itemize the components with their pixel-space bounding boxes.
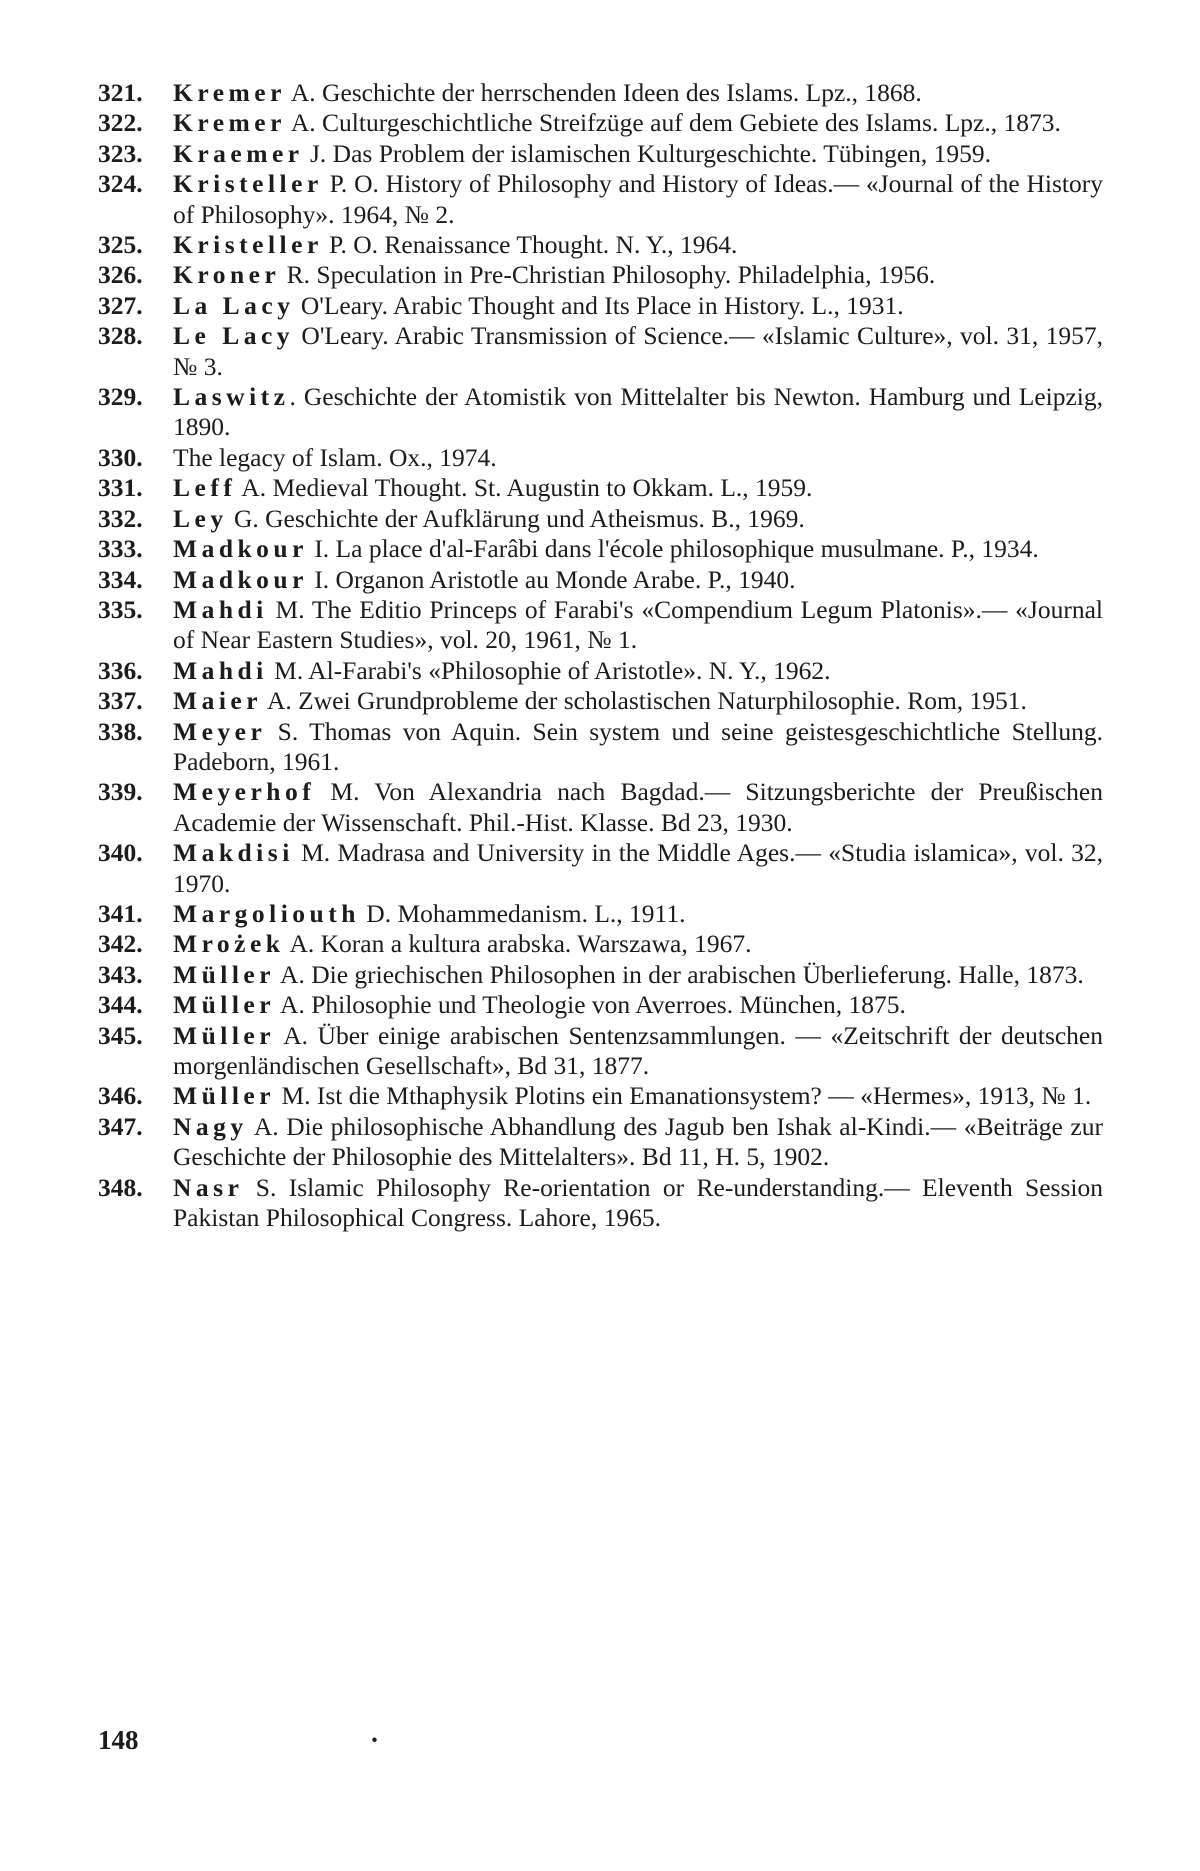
entry-number: 333. — [98, 534, 143, 564]
entry-text — [173, 504, 1103, 534]
entry-citation: S. Thomas von Aquin. Sein system und seine geistesgeschichtliche Stellung. Padeborn, 1961. — [173, 716, 1103, 776]
entry-author: Müller — [173, 959, 276, 989]
entry-text — [173, 473, 1103, 503]
entry-citation: A. Medieval Thought. St. Augustin to Okkam. L., 1959. — [236, 473, 813, 503]
entry-citation: P. O. History of Philosophy and History of Ideas.— «Journal of the History of Philosophy». 1964, № 2. — [173, 169, 1103, 229]
entry-citation: A. Die griechischen Philosophen in der arabischen Überlieferung. Halle, 1873. — [275, 959, 1084, 989]
bibliography-entry — [98, 990, 1103, 1020]
entry-number: 340. — [98, 838, 143, 868]
entry-text — [173, 1081, 1103, 1111]
entry-text — [173, 230, 1103, 260]
entry-number: 331. — [98, 473, 143, 503]
entry-author: Meyerhof — [173, 777, 316, 807]
entry-number: 334. — [98, 564, 143, 594]
entry-citation: P. O. Renaissance Thought. N. Y., 1964. — [322, 230, 738, 260]
entry-author: Meyer — [173, 716, 267, 746]
entry-author: Müller — [173, 1081, 276, 1111]
entry-text — [173, 777, 1103, 838]
entry-citation: O'Leary. Arabic Transmission of Science.— «Islamic Culture», vol. 31, 1957, № 3. — [173, 321, 1103, 381]
entry-author: Kroner — [173, 260, 281, 290]
entry-number: 330. — [98, 442, 143, 472]
entry-author: Le Lacy — [173, 321, 295, 351]
entry-citation: A. Zwei Grundprobleme der scholastischen Naturphilosophie. Rom, 1951. — [262, 686, 1027, 716]
entry-author: Nagy — [173, 1111, 248, 1141]
entry-number: 346. — [98, 1081, 143, 1111]
bibliography-entry — [98, 169, 1103, 230]
entry-number: 326. — [98, 260, 143, 290]
entry-number: 345. — [98, 1020, 143, 1050]
entry-author: Kristeller — [173, 230, 323, 260]
entry-text — [173, 78, 1103, 108]
entry-text — [173, 260, 1103, 290]
entry-number: 321. — [98, 78, 143, 107]
entry-text — [173, 656, 1103, 686]
entry-text — [173, 321, 1103, 382]
bibliography-entry — [98, 473, 1103, 503]
entry-number: 337. — [98, 686, 143, 716]
entry-text — [173, 717, 1103, 778]
entry-citation: . Geschichte der Atomistik von Mittelalter bis Newton. Hamburg und Leipzig, 1890. — [173, 382, 1103, 442]
bibliography-entry — [98, 656, 1103, 686]
entry-author: Kristeller — [173, 169, 323, 199]
entry-number: 347. — [98, 1111, 143, 1141]
bibliography-entry — [98, 291, 1103, 321]
entry-citation: A. Culturgeschichtliche Streifzüge auf dem Gebiete des Islams. Lpz., 1873. — [285, 108, 1061, 138]
entry-number: 341. — [98, 898, 143, 928]
entry-text — [173, 382, 1103, 443]
page-number: 148 — [98, 1725, 139, 1755]
entry-text — [173, 1112, 1103, 1173]
bibliography-entry — [98, 717, 1103, 778]
entry-text — [173, 990, 1103, 1020]
entry-author: La Lacy — [173, 290, 295, 320]
entry-text — [173, 534, 1103, 564]
entry-number: 322. — [98, 108, 143, 138]
entry-author: Laswitz — [173, 382, 290, 412]
entry-number: 324. — [98, 169, 143, 199]
entry-number: 328. — [98, 321, 143, 351]
entry-number: 348. — [98, 1172, 143, 1202]
entry-text — [173, 899, 1103, 929]
bibliography-entry — [98, 78, 1103, 108]
entry-number: 339. — [98, 777, 143, 807]
entry-number: 327. — [98, 290, 143, 320]
bibliography-entry — [98, 777, 1103, 838]
entry-citation: A. Koran a kultura arabska. Warszawa, 1967. — [284, 929, 752, 959]
entry-citation: A. Philosophie und Theologie von Averroes. München, 1875. — [275, 990, 906, 1020]
bibliography-entry — [98, 1021, 1103, 1082]
stray-mark: · — [370, 1725, 380, 1755]
entry-author: Müller — [173, 1020, 276, 1050]
entry-text — [173, 686, 1103, 716]
entry-author: Ley — [173, 503, 228, 533]
entry-author: Madkour — [173, 564, 308, 594]
entry-citation: J. Das Problem der islamischen Kulturgeschichte. Tübingen, 1959. — [303, 138, 992, 168]
entry-author: Mrożek — [173, 929, 285, 959]
bibliography-entry — [98, 443, 1103, 473]
entry-text — [173, 1021, 1103, 1082]
bibliography-entry — [98, 899, 1103, 929]
entry-text — [173, 1173, 1103, 1234]
entry-author: Madkour — [173, 534, 308, 564]
entry-citation: M. The Editio Princeps of Farabi's «Compendium Legum Platonis».— «Journal of Near Eastern Studies», vol. 20, 1961, № 1. — [173, 594, 1103, 655]
entry-author: Mahdi — [173, 594, 268, 624]
bibliography-entry — [98, 565, 1103, 595]
bibliography-entry — [98, 1112, 1103, 1173]
bibliography-entry — [98, 534, 1103, 564]
entry-citation: D. Mohammedanism. L., 1911. — [359, 898, 686, 928]
entry-author: Kraemer — [173, 138, 304, 168]
entry-number: 336. — [98, 655, 143, 685]
entry-text — [173, 960, 1103, 990]
entry-number: 343. — [98, 959, 143, 989]
entry-text — [173, 838, 1103, 899]
entry-citation: M. Ist die Mthaphysik Plotins ein Emanationsystem? — «Hermes», 1913, № 1. — [275, 1081, 1092, 1111]
bibliography-entry — [98, 1081, 1103, 1111]
entry-author: Kremer — [173, 108, 286, 138]
entry-number: 325. — [98, 230, 143, 260]
entry-author: Müller — [173, 990, 276, 1020]
entry-number: 329. — [98, 382, 143, 412]
bibliography-entry — [98, 139, 1103, 169]
entry-citation: G. Geschichte der Aufklärung und Atheismus. B., 1969. — [227, 503, 805, 533]
entry-citation: M. Madrasa and University in the Middle Ages.— «Studia islamica», vol. 32, 1970. — [173, 838, 1103, 898]
entry-citation: I. Organon Aristotle au Monde Arabe. P., 1940. — [307, 564, 796, 594]
entry-text — [173, 443, 1103, 473]
entry-citation: S. Islamic Philosophy Re-orientation or Re-understanding.— Eleventh Session Pakistan Philosophical Congress. Lahore, 1965. — [173, 1172, 1103, 1233]
entry-text — [173, 929, 1103, 959]
entry-citation: A. Über einige arabischen Sentenzsammlungen. — «Zeitschrift der deutschen morgenländischen Gesellschaft», Bd 31, 1877. — [173, 1020, 1103, 1080]
bibliography-entry — [98, 504, 1103, 534]
entry-number: 335. — [98, 594, 143, 624]
entry-number: 332. — [98, 503, 143, 533]
entry-number: 338. — [98, 716, 143, 746]
bibliography-entry — [98, 686, 1103, 716]
bibliography-entry — [98, 382, 1103, 443]
bibliography-entry — [98, 321, 1103, 382]
bibliography-entry — [98, 838, 1103, 899]
entry-text — [173, 595, 1103, 656]
bibliography-entry — [98, 1173, 1103, 1234]
entry-number: 344. — [98, 990, 143, 1020]
bibliography-list — [98, 78, 1103, 1233]
bibliography-entry — [98, 960, 1103, 990]
entry-author: Mahdi — [173, 655, 268, 685]
entry-text — [173, 139, 1103, 169]
entry-citation: I. La place d'al-Farâbi dans l'école philosophique musulmane. P., 1934. — [307, 534, 1039, 564]
entry-citation: O'Leary. Arabic Thought and Its Place in History. L., 1931. — [294, 290, 904, 320]
entry-citation: The legacy of Islam. Ox., 1974. — [173, 442, 497, 472]
bibliography-entry — [98, 108, 1103, 138]
entry-author: Maier — [173, 686, 263, 716]
entry-text — [173, 169, 1103, 230]
bibliography-entry — [98, 595, 1103, 656]
entry-citation: R. Speculation in Pre-Christian Philosophy. Philadelphia, 1956. — [280, 260, 936, 290]
entry-author: Makdisi — [173, 838, 294, 868]
bibliography-entry — [98, 230, 1103, 260]
entry-citation: A. Die philosophische Abhandlung des Jagub ben Ishak al-Kindi.— «Beiträge zur Geschichte der Philosophie des Mittelalters». Bd 11, H. 5, 1902. — [173, 1111, 1103, 1172]
entry-citation: M. Von Alexandria nach Bagdad.— Sitzungsberichte der Preußischen Academie der Wissenschaft. Phil.-Hist. Klasse. Bd 23, 1930. — [173, 777, 1103, 837]
entry-text — [173, 565, 1103, 595]
entry-citation: A. Geschichte der herrschenden Ideen des Islams. Lpz., 1868. — [285, 78, 922, 107]
entry-citation: M. Al-Farabi's «Philosophie of Aristotle». N. Y., 1962. — [267, 655, 831, 685]
entry-author: Nasr — [173, 1172, 244, 1202]
entry-author: Margoliouth — [173, 898, 360, 928]
entry-author: Leff — [173, 473, 237, 503]
entry-text — [173, 291, 1103, 321]
entry-author: Kremer — [173, 78, 286, 107]
entry-number: 342. — [98, 929, 143, 959]
bibliography-entry — [98, 260, 1103, 290]
bibliography-entry — [98, 929, 1103, 959]
entry-text — [173, 108, 1103, 138]
entry-number: 323. — [98, 138, 143, 168]
